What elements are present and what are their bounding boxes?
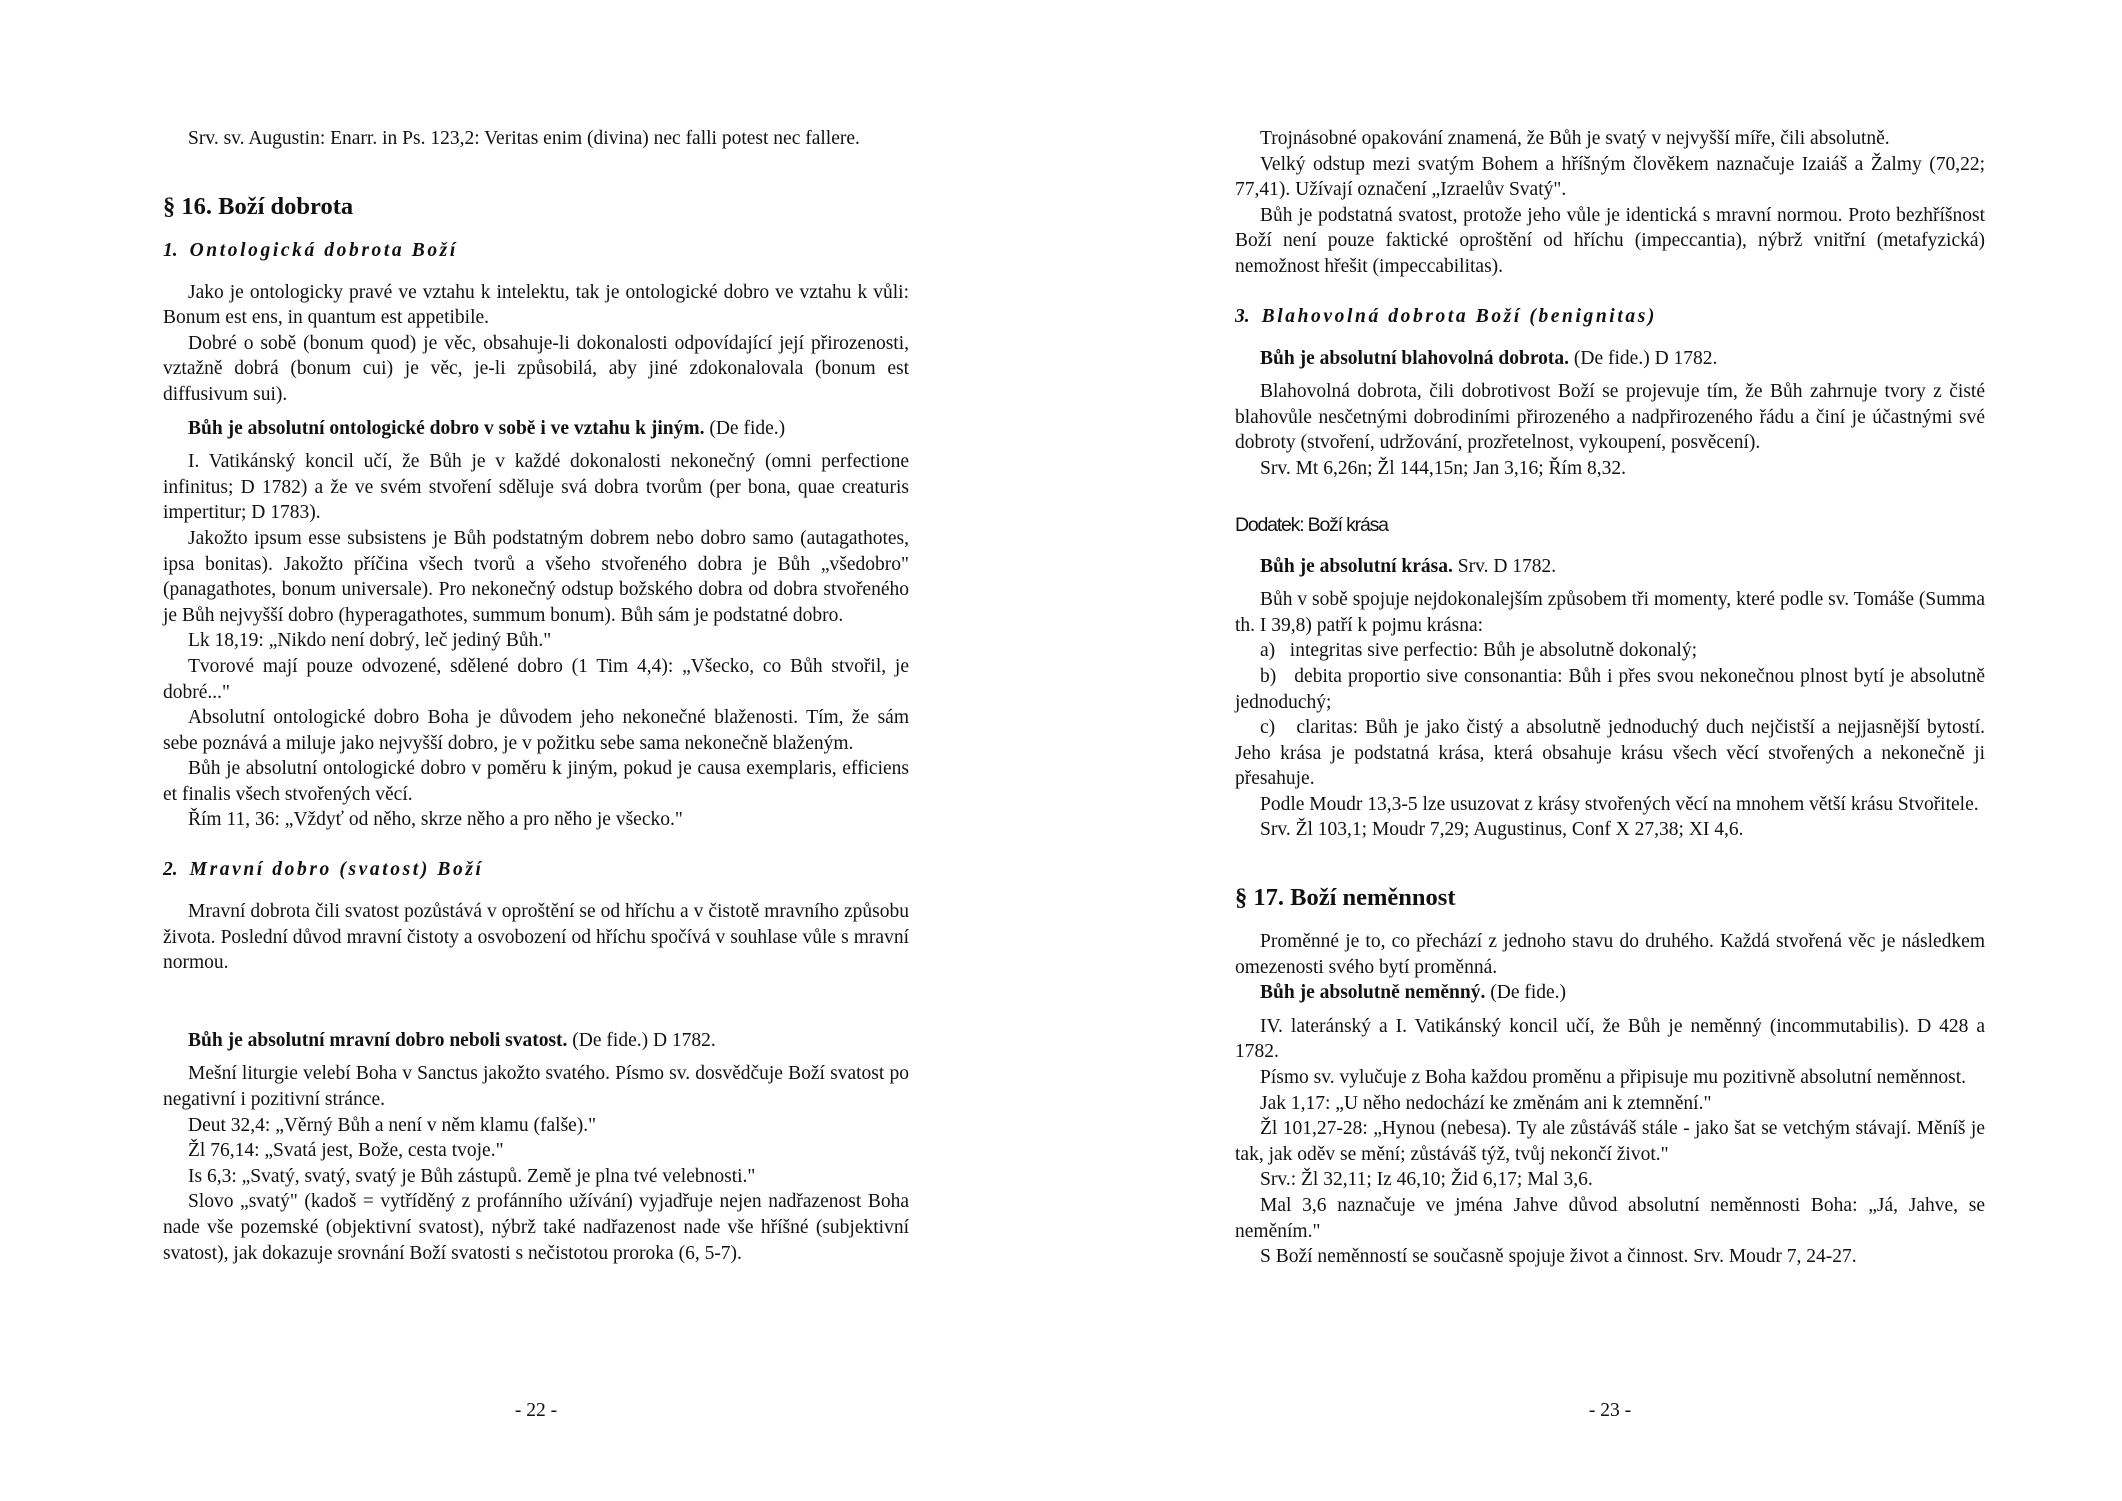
page-number: - 23 -: [1588, 1400, 1632, 1421]
paragraph: S Boží neměnností se současně spojuje život a činnost. Srv. Moudr 7, 24-27.: [1260, 1246, 1857, 1268]
subsection-3-heading: [1235, 304, 1985, 330]
quote: Is 6,3: „Svatý, svatý, svatý je Bůh zástupů. Země je plna tvé velebnosti.": [188, 1165, 756, 1187]
subsection-1-number: 1.: [163, 239, 178, 261]
subsection-1-title: Ontologická dobrota Boží: [189, 239, 458, 261]
thesis-1-note: (De fide.): [709, 417, 786, 439]
thesis-3-statement: Bůh je absolutní blahovolná dobrota.: [1260, 347, 1570, 369]
subsection-2-heading: [163, 857, 909, 883]
paragraph: Mešní liturgie velebí Boha v Sanctus jakožto svatého. Písmo sv. dosvědčuje Boží svatost po negativní i pozitivní stránce.: [163, 1063, 909, 1111]
paragraph: Bůh v sobě spojuje nejdokonalejším způsobem tři momenty, které podle sv. Tomáše (Summa th. I 39,8) patří k pojmu krásna:: [1235, 589, 1985, 636]
paragraph: Bůh je podstatná svatost, protože jeho vůle je identická s mravní normou. Proto bezhříšnost Boží není pouze faktické oproštění od hříchu (impeccantia), nýbrž vnitřní (metafyzická) nemožnost hřešit (impeccabilitas).: [1235, 204, 1985, 277]
page-number: - 22 -: [514, 1400, 558, 1421]
thesis-4-note: Srv. D 1782.: [1457, 555, 1557, 577]
paragraph: IV. lateránský a I. Vatikánský koncil učí, že Bůh je neměnný (incommutabilis). D 428 a 1782.: [1235, 1015, 1985, 1063]
thesis-5-note: (De fide.): [1490, 982, 1567, 1004]
paragraph: Mal 3,6 naznačuje ve jména Jahve důvod absolutní neměnnosti Boha: „Já, Jahve, se neměním.": [1235, 1195, 1985, 1242]
thesis-3: [1235, 346, 1985, 372]
quote: Žl 101,27-28: „Hynou (nebesa). Ty ale zůstáváš stále - jako šat se vetchým stávají. Měníš je tak, jak oděv se mění; zůstáváš týž, tvůj nekončí život.": [1235, 1118, 1985, 1165]
paragraph: Velký odstup mezi svatým Bohem a hříšným člověkem naznačuje Izaiáš a Žalmy (70,22; 77,41). Užívají označení „Izraelův Svatý".: [1235, 153, 1985, 201]
paragraph: Blahovolná dobrota, čili dobrotivost Boží se projevuje tím, že Bůh zahrnuje tvory z čisté blahovůle nesčetnými dobrodiními přirozeného a nadpřirozeného řádu a činí je účastnými své dobroty (stvoření, udržování, prozřetelnost, vykoupení, posvěcení).: [1235, 381, 1985, 454]
quote: Deut 32,4: „Věrný Bůh a není v něm klamu (falše).": [188, 1114, 597, 1136]
subsection-2-number: 2.: [163, 859, 178, 881]
thesis-4-statement: Bůh je absolutní krása.: [1260, 555, 1453, 577]
paragraph: Jakožto ipsum esse subsistens je Bůh podstatným dobrem nebo dobro samo (autagathotes, ipsa bonitas). Jakožto příčina všech tvorů a všeho stvořeného dobra je Bůh „všedobro" (panagathotes, bonum universale). Pro nekonečný odstup božského dobra od dobra stvořeného je Bůh nejvyšší dobro (hyperagathotes, summum bonum). Bůh sám je podstatné dobro.: [163, 527, 909, 626]
left-page-content: [163, 126, 909, 1266]
paragraph: Absolutní ontologické dobro Boha je důvodem jeho nekonečné blaženosti. Tím, že sám sebe poznává a miluje jako nejvyšší dobro, je v požitku sebe sama nekonečně blaženým.: [163, 707, 909, 754]
paragraph: Podle Moudr 13,3-5 lze usuzovat z krásy stvořených věcí na mnohem větší krásu Stvořitele.: [1260, 793, 1979, 815]
thesis-3-note: (De fide.) D 1782.: [1573, 347, 1718, 369]
paragraph: Tvorové mají pouze odvozené, sdělené dobro (1 Tim 4,4): „Všecko, co Bůh stvořil, je dobré...": [163, 655, 909, 703]
subsection-2-title: Mravní dobro (svatost) Boží: [189, 859, 484, 881]
paragraph: Srv.: Žl 32,11; Iz 46,10; Žid 6,17; Mal 3,6.: [1260, 1169, 1593, 1191]
quote: Jak 1,17: „U něho nedochází ke změnám ani k ztemnění.": [1260, 1092, 1712, 1114]
section-16-title: § 16. Boží dobrota: [163, 192, 354, 220]
thesis-1: [163, 416, 909, 442]
subsection-3-title: Blahovolná dobrota Boží (benignitas): [1261, 305, 1657, 327]
paragraph: Slovo „svatý" (kadoš = vytříděný z profánního užívání) vyjadřuje nejen nadřazenost Boha nade vše pozemské (objektivní svatost), nýbrž také nadřazenost nade vše hříšné (subjektivní svatost), jak dokazuje srovnání Boží svatosti s nečistotou proroka (6, 5-7).: [163, 1191, 909, 1264]
paragraph: Jako je ontologicky pravé ve vztahu k intelektu, tak je ontologické dobro ve vztahu k vůli: Bonum est ens, in quantum est appetibile.: [163, 281, 909, 329]
paragraph: Srv. Žl 103,1; Moudr 7,29; Augustinus, Conf X 27,38; XI 4,6.: [1260, 819, 1744, 841]
left-page: [163, 0, 909, 1501]
thesis-2: [163, 1028, 909, 1054]
thesis-2-statement: Bůh je absolutní mravní dobro neboli svatost.: [188, 1029, 568, 1051]
right-page-content: [1235, 126, 1990, 1270]
paragraph: Dobré o sobě (bonum quod) je věc, obsahuje-li dokonalosti odpovídající její přirozenosti, vztažně dobrá (bonum cui) je věc, je-li způsobilá, aby jiné zdokonalovala (bonum est diffusivum sui).: [163, 332, 909, 405]
thesis-2-note: (De fide.) D 1782.: [572, 1029, 716, 1051]
paragraph: Trojnásobné opakování znamená, že Bůh je svatý v nejvyšší míře, čili absolutně.: [1260, 128, 1890, 149]
quote: Žl 76,14: „Svatá jest, Bože, cesta tvoje.": [188, 1140, 504, 1162]
thesis-1-statement: Bůh je absolutní ontologické dobro v sobě i ve vztahu k jiným.: [188, 417, 705, 439]
list-item: c) claritas: Bůh je jako čistý a absolutně jednoduchý duch nejčistší a nejjasnější bytostí. Jeho krása je podstatná krása, která obsahuje krásu všech věcí stvořených a nekonečně ji přesahuje.: [1235, 717, 1990, 790]
paragraph: Bůh je absolutní ontologické dobro v poměru k jiným, pokud je causa exemplaris, efficiens et finalis všech stvořených věcí.: [163, 758, 909, 805]
quote: Řím 11, 36: „Vždyť od něho, skrze něho a pro něho je všecko.": [188, 809, 683, 831]
quote: Lk 18,19: „Nikdo není dobrý, leč jediný Bůh.": [188, 630, 552, 652]
right-page: [1235, 0, 1990, 1501]
list-item: b) debita proportio sive consonantia: Bůh i přes svou nekonečnou plnost bytí je absolutně jednoduchý;: [1235, 665, 1990, 713]
subsection-3-number: 3.: [1235, 305, 1250, 327]
thesis-4: [1235, 554, 1985, 580]
addendum-heading: Dodatek: Boží krása: [1235, 513, 1388, 536]
list-item: a) integritas sive perfectio: Bůh je absolutně dokonalý;: [1260, 640, 1698, 662]
subsection-1-heading: [163, 238, 909, 264]
intro-paragraph: Srv. sv. Augustin: Enarr. in Ps. 123,2: Veritas enim (divina) nec falli potest nec fallere.: [188, 128, 860, 149]
section-17-title: § 17. Boží neměnnost: [1235, 884, 1456, 912]
paragraph: Mravní dobrota čili svatost pozůstává v oproštění se od hříchu a v čistotě mravního způsobu života. Poslední důvod mravní čistoty a osvobození od hříchu spočívá v souhlase vůle s mravní normou.: [163, 901, 909, 974]
thesis-5: [1235, 980, 1985, 1006]
thesis-5-statement: Bůh je absolutně neměnný.: [1260, 982, 1486, 1004]
paragraph: Proměnné je to, co přechází z jednoho stavu do druhého. Každá stvořená věc je následkem omezenosti svého bytí proměnná.: [1235, 931, 1985, 978]
paragraph: Srv. Mt 6,26n; Žl 144,15n; Jan 3,16; Řím 8,32.: [1260, 457, 1626, 479]
paragraph: I. Vatikánský koncil učí, že Bůh je v každé dokonalosti nekonečný (omni perfectione infinitus; D 1782) a že ve svém stvoření sděluje svá dobra tvorům (per bona, quae creaturis impertitur; D 1783).: [163, 451, 909, 524]
paragraph: Písmo sv. vylučuje z Boha každou proměnu a připisuje mu pozitivně absolutní neměnnost.: [1260, 1067, 1967, 1089]
